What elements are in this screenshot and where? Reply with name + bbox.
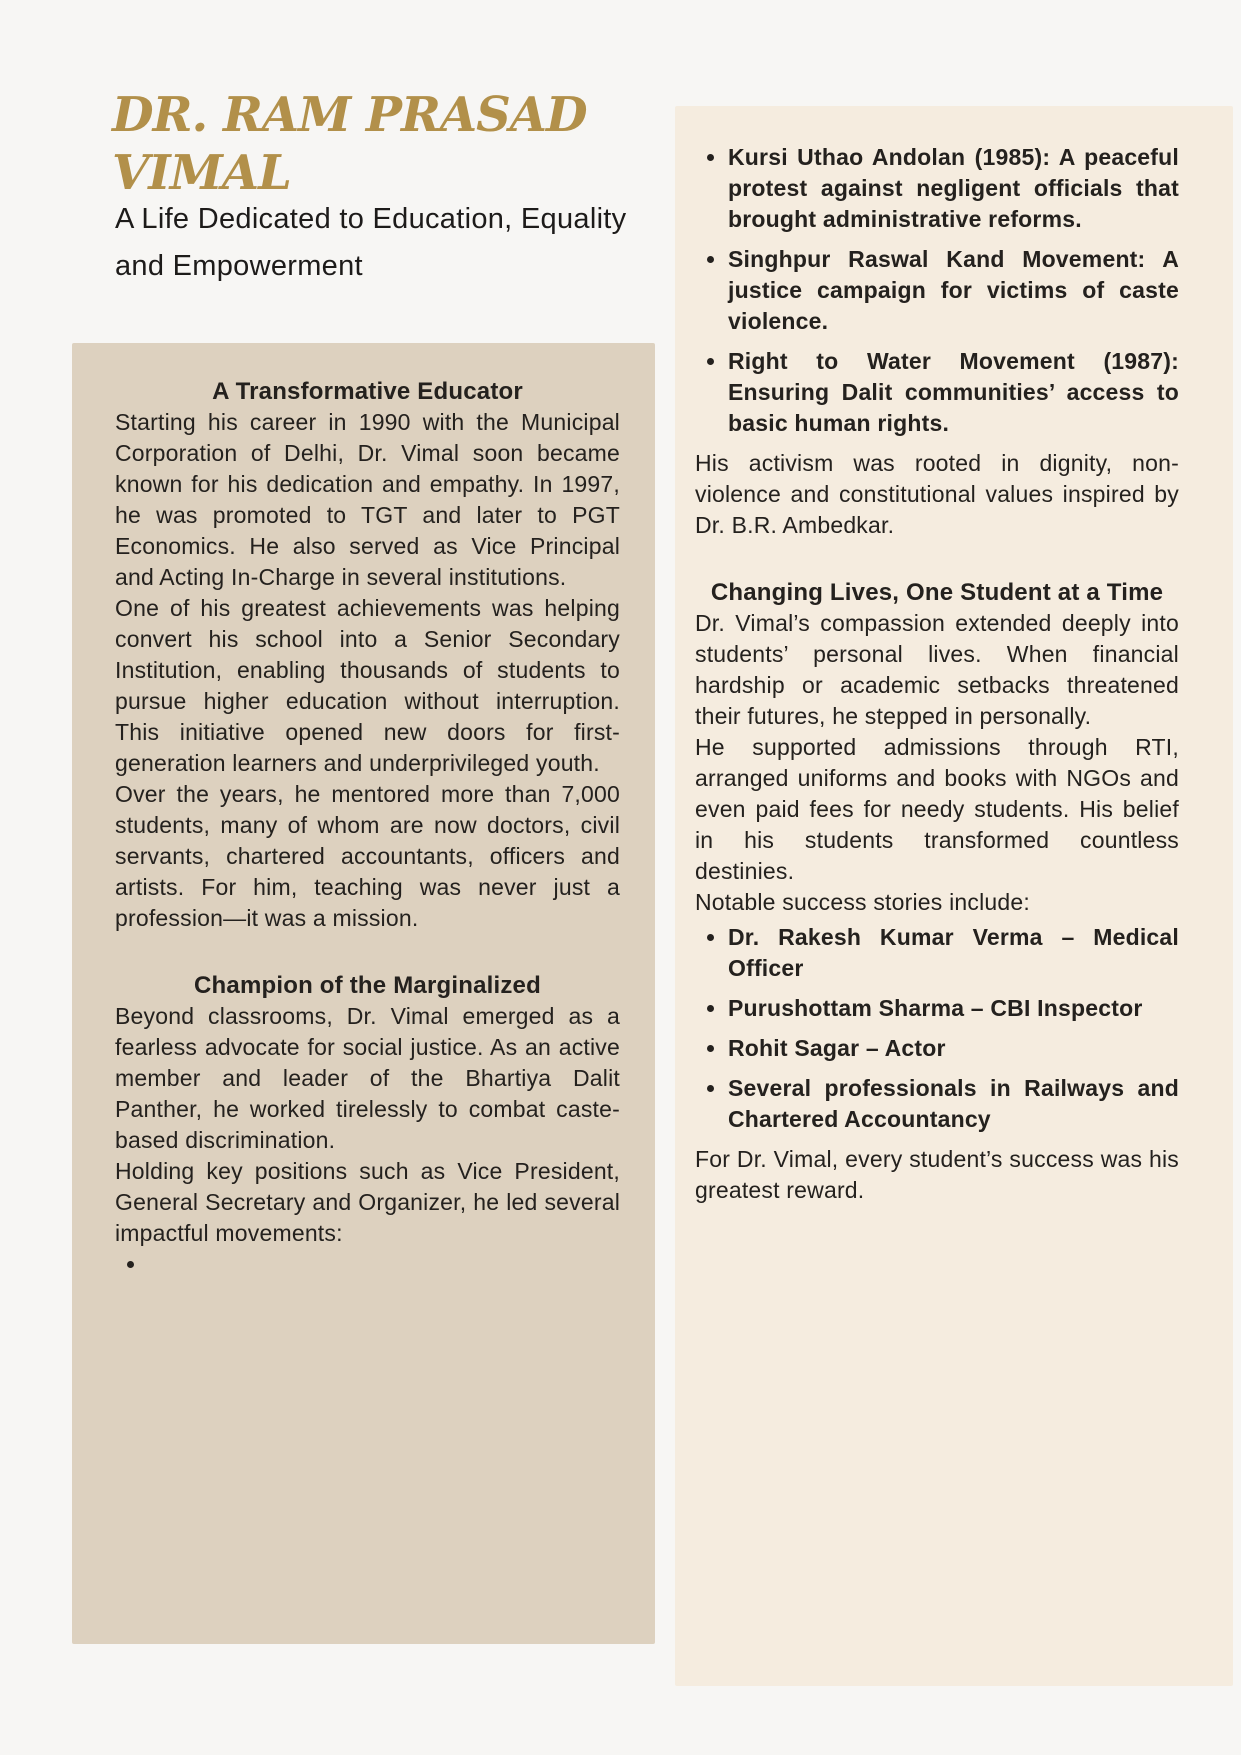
paragraph-advocate: Beyond classrooms, Dr. Vimal emerged as a fearless advocate for social justice. As an active member and leader of the Bhartiya Dalit Panther, he worked tirelessly to combat caste-based discrimination. — [115, 1003, 620, 1153]
right-column-panel — [675, 106, 1233, 1686]
paragraph-career: Starting his career in 1990 with the Municipal Corporation of Delhi, Dr. Vimal soon became known for his dedication and empathy. In 1997, he was promoted to TGT and later to PGT Economics. He also served as Vice Principal and Acting In-Charge in several institutions. — [115, 409, 620, 590]
page-title-line1: DR. RAM PRASAD — [112, 87, 587, 143]
page-title-line2: VIMAL — [112, 145, 291, 201]
list-item: • Purushottam Sharma – CBI Inspector — [728, 993, 1179, 1024]
paragraph-positions: Holding key positions such as Vice President, General Secretary and Organizer, he led several impactful movements: — [115, 1158, 620, 1246]
paragraph-compassion: Dr. Vimal’s compassion extended deeply into students’ personal lives. When financial hardship or academic setbacks threatened their futures, he stepped in personally. — [695, 610, 1179, 729]
paragraph-mentoring: Over the years, he mentored more than 7,000 students, many of whom are now doctors, civil servants, chartered accountants, officers and artists. For him, teaching was never just a profession—it was a mission. — [115, 781, 620, 931]
section-heading-champion: Champion of the Marginalized — [194, 972, 541, 999]
list-item: • Singhpur Raswal Kand Movement: A justice campaign for victims of caste violence. — [728, 244, 1179, 337]
movements-list — [695, 142, 1179, 439]
section-heading-changing-lives: Changing Lives, One Student at a Time — [710, 579, 1164, 606]
paragraph-achievements: One of his greatest achievements was helping convert his school into a Senior Secondary Institution, enabling thousands of students to pursue higher education without interruption. This initiative opened new doors for first-generation learners and underprivileged youth. — [115, 595, 620, 776]
list-item: • Dr. Rakesh Kumar Verma – Medical Officer — [728, 922, 1179, 984]
section-heading-educator: A Transformative Educator — [212, 378, 523, 405]
page-subtitle-line1: A Life Dedicated to Education, Equality — [115, 203, 627, 235]
page-title — [112, 86, 587, 202]
success-stories-list — [695, 922, 1179, 1135]
paragraph-activism: His activism was rooted in dignity, non-violence and constitutional values inspired by Dr. B.R. Ambedkar. — [695, 450, 1179, 538]
paragraph-success-intro: Notable success stories include: — [695, 889, 1030, 915]
left-column-card — [72, 343, 655, 1644]
paragraph-support: He supported admissions through RTI, arranged uniforms and books with NGOs and even paid fees for needy students. His belief in his students transformed countless destinies. — [695, 734, 1179, 884]
list-item: • Kursi Uthao Andolan (1985): A peaceful protest against negligent officials that brought administrative reforms. — [728, 142, 1179, 235]
page-subtitle-line2: and Empowerment — [115, 250, 363, 282]
list-item: • Right to Water Movement (1987): Ensuring Dalit communities’ access to basic human rights. — [728, 346, 1179, 439]
empty-bullet-item — [148, 1249, 620, 1280]
list-item: • Several professionals in Railways and Chartered Accountancy — [728, 1073, 1179, 1135]
paragraph-reward: For Dr. Vimal, every student’s success was his greatest reward. — [695, 1146, 1179, 1203]
list-item: • Rohit Sagar – Actor — [728, 1033, 1179, 1064]
page-subtitle — [115, 196, 626, 290]
empty-bullet-list — [115, 1249, 620, 1280]
